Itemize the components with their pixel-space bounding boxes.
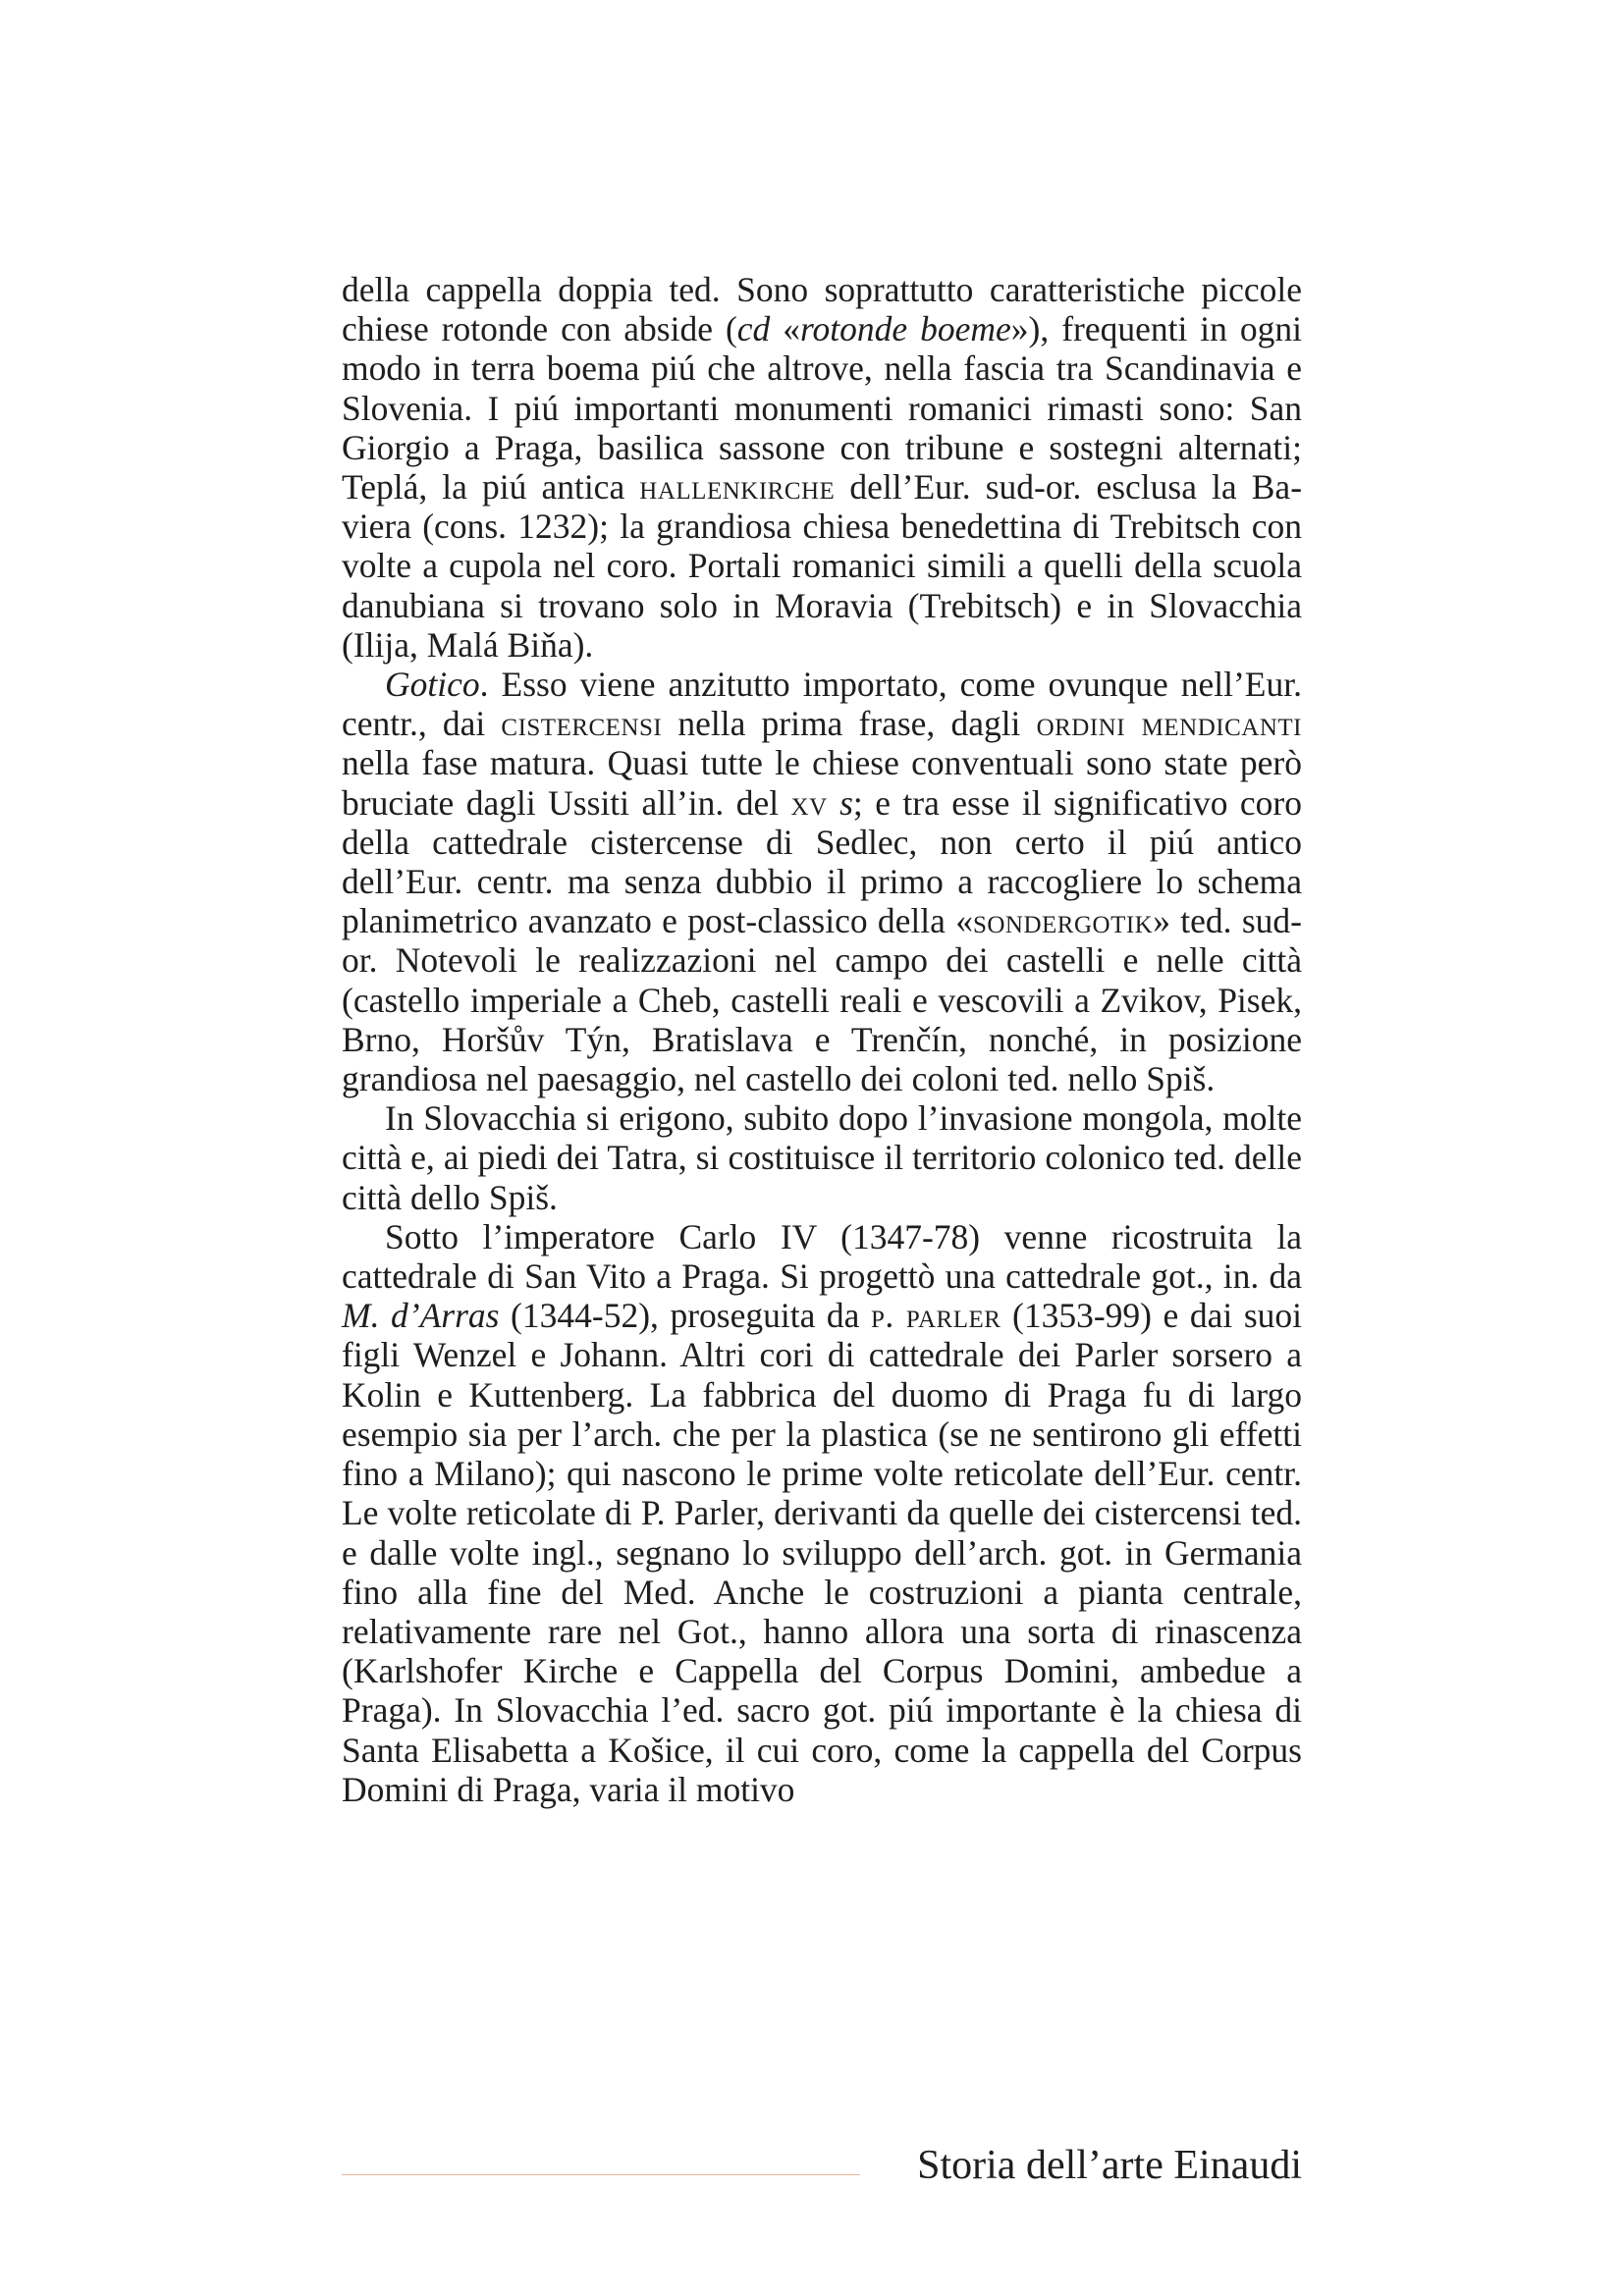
text-run: (1353-99) e dai suoi figli Wenzel e Johann. Altri cori di cattedrale dei Parler sorsero a Kolin e Kuttenberg. La fabbrica del duomo di Praga fu di largo esempio sia per l’arch. che per la plastica (se ne sentirono gli effetti fino a Milano); qui nascono le prime volte reticolate dell’Eur. centr. Le volte reticolate di P. Parler, derivanti da quelle dei cistercensi ted. e dalle volte ingl., segnano lo sviluppo dell’arch. got. in Germania fino alla fine del Med. Anche le costruzioni a pianta centrale, relativamente rare nel Got., hanno allora una sorta di rinascenza (Karlshofer Kirche e Cappella del Corpus Domini, ambedue a Praga). In Slovacchia l’ed. sacro got. piú importante è la chiesa di Santa Elisabetta a Košice, il cui coro, come la cappella del Corpus Domini di Praga, varia il motivo [342, 1296, 1303, 1809]
text-run: dell’Eur. sud-or. esclusa la Baviera (cons. 1232); la grandiosa chiesa benedettina di Trebitsch con volte a cupola nel coro. Portali romanici simili a quelli della scuola danubiana si trovano solo in Moravia (Trebitsch) e in Slovacchia (Ilija, Malá Biňa). [342, 467, 1303, 665]
text-run: (1344-52), proseguita da [499, 1296, 872, 1336]
text-run: « [770, 309, 801, 349]
small-caps-text: sondergotik [972, 901, 1154, 941]
footer-title: Storia dell’arte Einaudi [917, 2143, 1302, 2188]
text-run: » ted. sud-or. Notevoli le realizzazioni nel campo dei castelli e nelle città (castello imperiale a Cheb, castelli reali e vescovili a Zvikov, Pisek, Brno, Horšův Týn, Bratislava e Trenčín, nonché, in posizione grandiosa nel paesaggio, nel castello dei coloni ted. nello Spiš. [342, 901, 1302, 1099]
text-run: »), frequenti in ogni modo in terra boema piú che altrove, nella fascia tra Scandinavia e Slovenia. I piú importanti monumenti romanici rimasti sono: San Giorgio a Praga, basilica sassone con tribune e sostegni alternati; Teplá, la piú antica [342, 309, 1302, 507]
text-run: della cappella doppia ted. Sono soprattutto caratteristiche piccole chiese rotonde con abside ( [342, 270, 1302, 349]
italic-text: Gotico [385, 665, 480, 705]
text-run: In Slovacchia si erigono, subito dopo l’invasione mongola, molte città e, ai piedi dei Tatra, si costituisce il territorio colonico ted. delle città dello Spiš. [342, 1098, 1302, 1217]
paragraph [342, 1098, 1302, 1217]
text-run [828, 783, 839, 823]
italic-text: rotonde boeme [800, 309, 1011, 349]
small-caps-text: hallenkirche [639, 467, 836, 507]
body-text [342, 270, 1302, 1809]
small-caps-text: cistercensi [501, 704, 663, 744]
footer-rule [342, 2174, 860, 2175]
italic-text: M. d’Arras [342, 1296, 500, 1336]
text-run: nella prima frase, dagli [662, 704, 1037, 744]
small-caps-text: p. parler [871, 1296, 1001, 1336]
italic-text: cd [736, 309, 771, 349]
text-run: . Esso viene anzitutto importato, come ovunque nell’Eur. centr., dai [342, 665, 1302, 744]
small-caps-text: ordini mendicanti [1036, 704, 1302, 744]
small-caps-text: xv [790, 782, 828, 823]
text-run: ; e tra esse il significativo coro della cattedrale cistercense di Sedlec, non certo il piú antico dell’Eur. centr. ma senza dubbio il primo a raccogliere lo schema planimetrico avanzato e post-classico della « [342, 782, 1302, 941]
paragraph [342, 1217, 1302, 1809]
paragraph [342, 270, 1302, 665]
text-run: Sotto l’imperatore Carlo IV (1347-78) venne ricostruita la cattedrale di San Vito a Praga. Si progettò una cattedrale got., in. da [342, 1216, 1302, 1297]
text-run: nella fase matura. Quasi tutte le chiese conventuali sono state però bruciate dagli Ussiti all’in. del [342, 743, 1302, 823]
italic-text: s [839, 782, 853, 823]
paragraph [342, 665, 1302, 1098]
